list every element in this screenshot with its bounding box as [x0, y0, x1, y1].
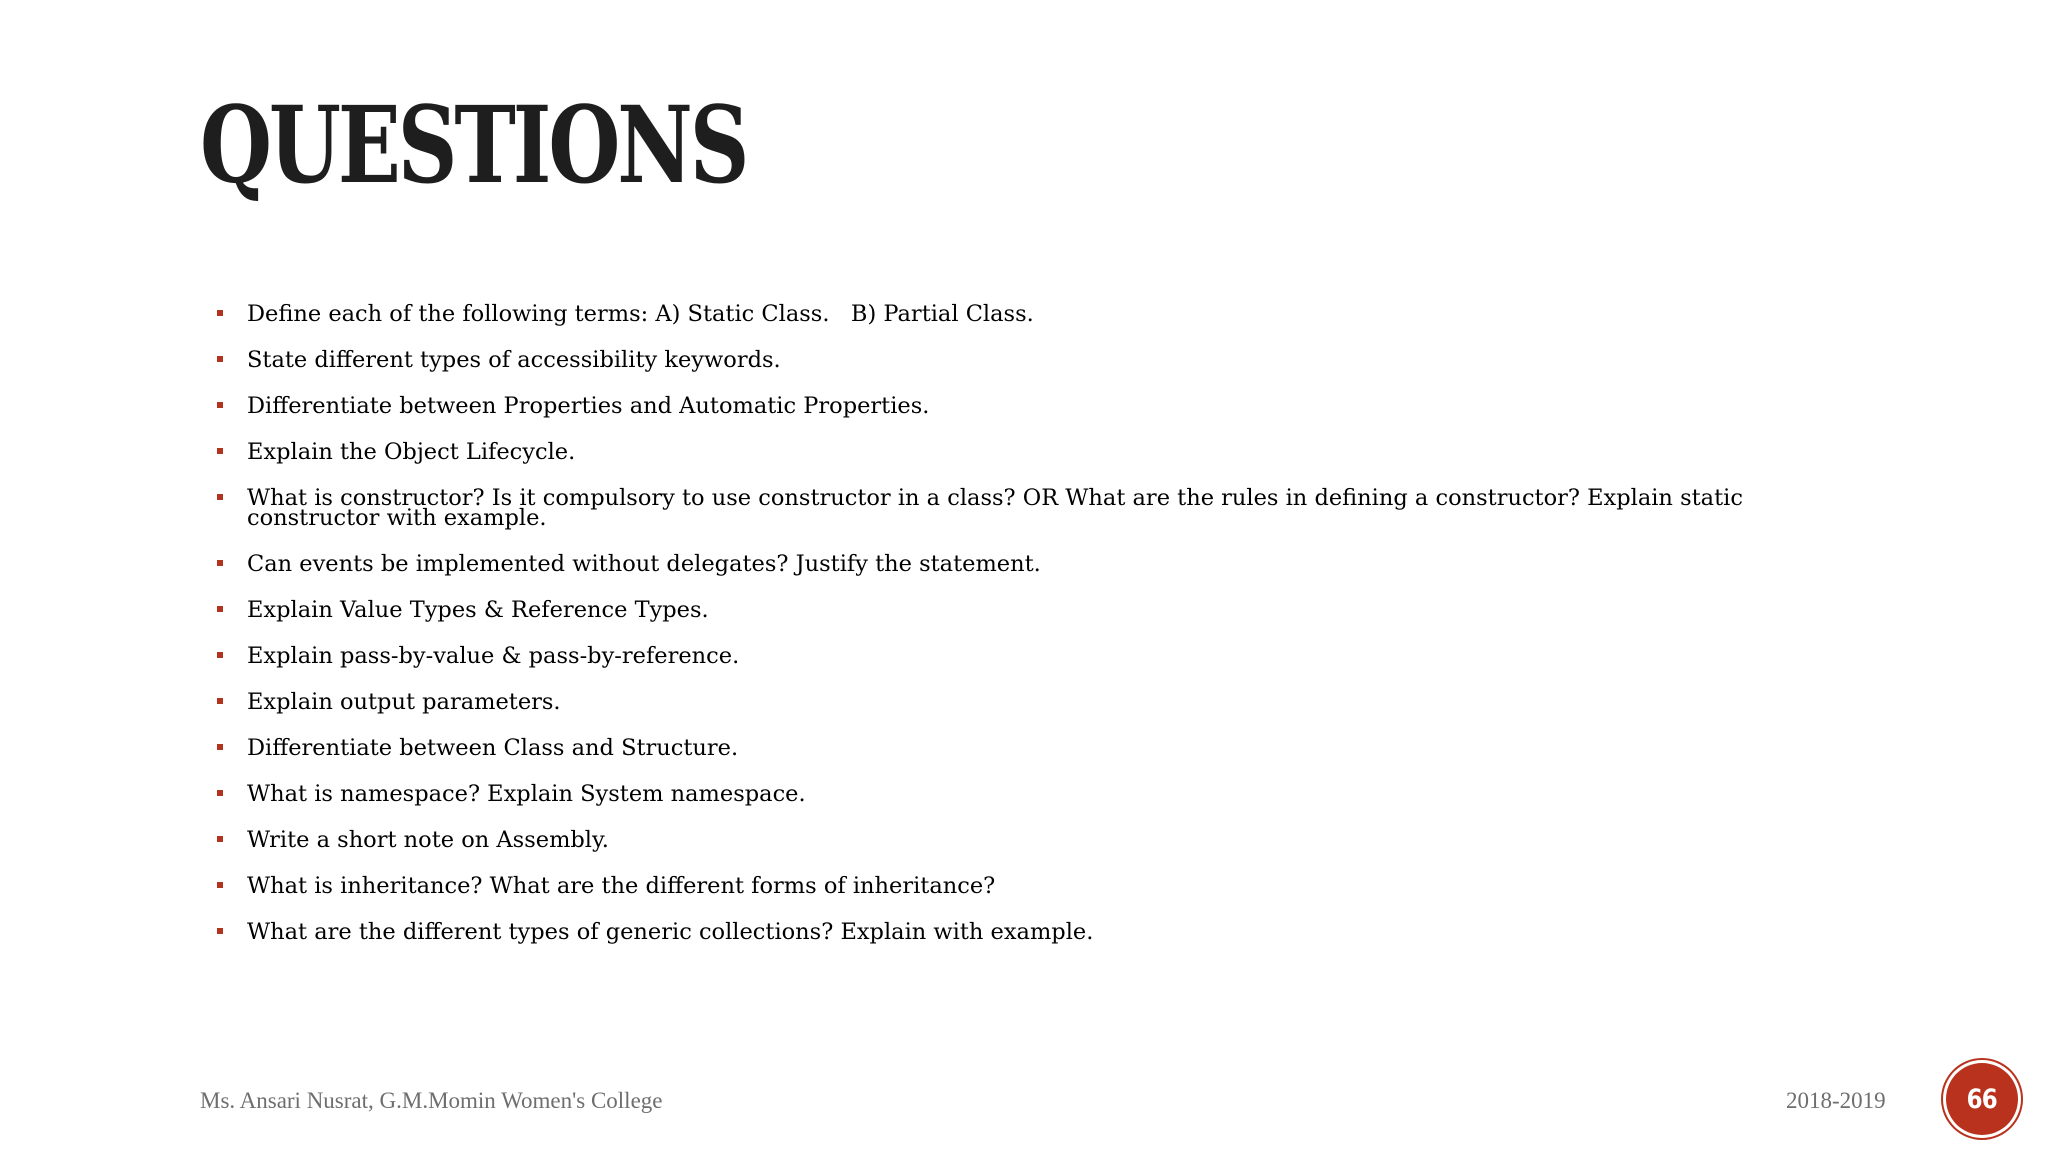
- question-text: Explain pass-by-value & pass-by-reference.: [247, 643, 740, 669]
- bullet-icon: [217, 402, 223, 408]
- bullet-icon: [217, 310, 223, 316]
- list-item: [247, 827, 1867, 853]
- question-text: What are the different types of generic collections? Explain with example.: [247, 919, 1094, 945]
- list-item: [247, 347, 1867, 373]
- question-text: Differentiate between Class and Structure.: [247, 735, 739, 761]
- question-text: Explain output parameters.: [247, 689, 561, 715]
- page-number: 66: [1966, 1083, 1998, 1115]
- footer-author: Ms. Ansari Nusrat, G.M.Momin Women's College: [200, 1088, 663, 1113]
- question-text: What is inheritance? What are the different forms of inheritance?: [247, 873, 996, 899]
- footer-year: 2018-2019: [1786, 1088, 1886, 1113]
- list-item: [247, 597, 1867, 623]
- slide-title: QUESTIONS: [200, 82, 747, 207]
- bullet-icon: [217, 836, 223, 842]
- page-number-badge: [1946, 1063, 2018, 1135]
- list-item: [247, 485, 1867, 531]
- bullet-icon: [217, 790, 223, 796]
- bullet-icon: [217, 744, 223, 750]
- question-text: Can events be implemented without delegates? Justify the statement.: [247, 551, 1041, 577]
- question-text: What is namespace? Explain System namespace.: [247, 781, 806, 807]
- list-item: [247, 439, 1867, 465]
- list-item: [247, 643, 1867, 669]
- list-item: [247, 873, 1867, 899]
- list-item: [247, 393, 1867, 419]
- question-text: Define each of the following terms: A) Static Class. B) Partial Class.: [247, 301, 1034, 327]
- question-text: State different types of accessibility keywords.: [247, 347, 781, 373]
- bullet-icon: [217, 928, 223, 934]
- bullet-icon: [217, 448, 223, 454]
- bullet-icon: [217, 356, 223, 362]
- question-text: Explain the Object Lifecycle.: [247, 439, 576, 465]
- bullet-icon: [217, 494, 223, 500]
- bullet-icon: [217, 560, 223, 566]
- list-item: [247, 689, 1867, 715]
- bullet-icon: [217, 882, 223, 888]
- list-item: [247, 919, 1867, 945]
- list-item: [247, 301, 1867, 327]
- question-text: Differentiate between Properties and Automatic Properties.: [247, 393, 930, 419]
- bullet-icon: [217, 698, 223, 704]
- list-item: [247, 551, 1867, 577]
- bullet-icon: [217, 606, 223, 612]
- list-item: [247, 735, 1867, 761]
- question-text: Explain Value Types & Reference Types.: [247, 597, 709, 623]
- bullet-icon: [217, 652, 223, 658]
- list-item: [247, 781, 1867, 807]
- question-text: What is constructor? Is it compulsory to use constructor in a class? OR What are the rules in defining a constructor? Explain static constructor with example.: [247, 485, 1743, 531]
- question-text: Write a short note on Assembly.: [247, 827, 609, 853]
